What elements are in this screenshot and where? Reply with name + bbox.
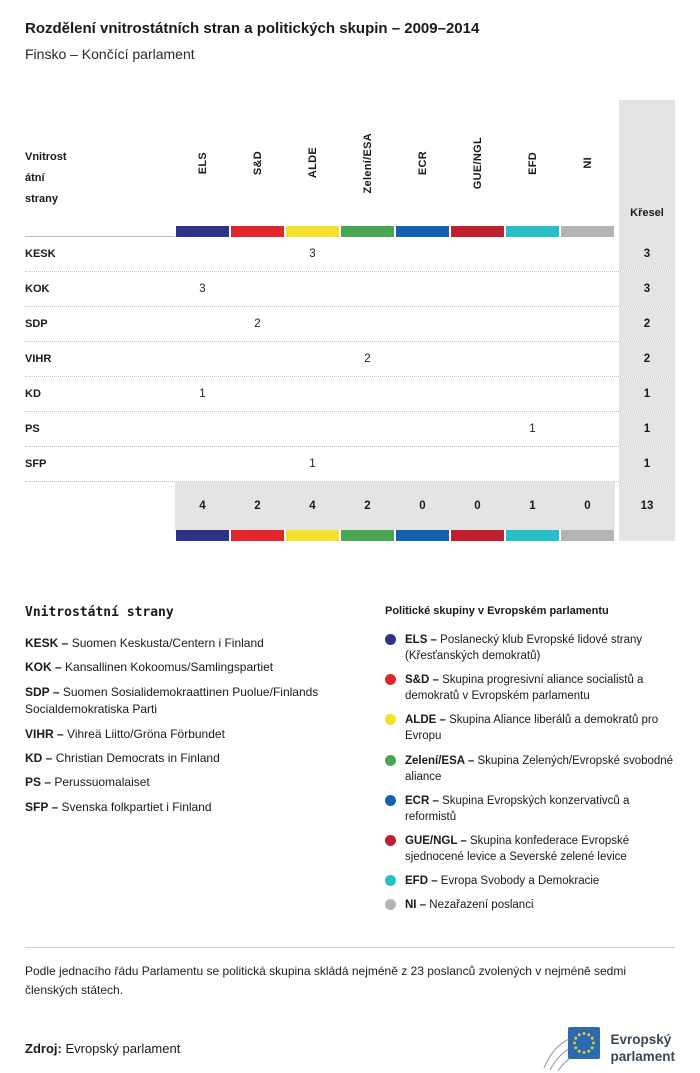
cell-value: [340, 377, 395, 411]
color-bar-zeleni-esa: [341, 530, 394, 541]
legend-party-item: PS – Perussuomalaiset: [25, 775, 150, 790]
column-header-gue-ngl: [450, 100, 505, 226]
party-label: VIHR: [25, 353, 52, 365]
color-bar-ni: [561, 530, 614, 541]
color-bar-sd: [231, 226, 284, 237]
cell-value: [505, 307, 560, 341]
party-label: PS: [25, 423, 40, 435]
source-row: [25, 1026, 675, 1072]
legend: [25, 605, 675, 921]
cell-value: 2: [254, 318, 261, 330]
page-subtitle: Finsko – Končící parlament: [25, 46, 195, 62]
legend-party-item: SDP – Suomen Sosialidemokraattinen Puolue/Finlands Socialdemokratiska Parti: [25, 684, 319, 717]
total-value: 0: [395, 482, 450, 530]
total-value: 4: [175, 482, 230, 530]
column-header-efd: [505, 100, 560, 226]
legend-group-item: Zelení/ESA – Skupina Zelených/Evropské svobodné aliance: [385, 753, 675, 785]
cell-value: [395, 377, 450, 411]
seats-value: 3: [619, 237, 675, 271]
legend-national-parties: [25, 605, 385, 823]
cell-value: [395, 272, 450, 306]
group-color-dot-els: [385, 634, 396, 645]
table-header-row: [25, 100, 675, 226]
legend-party-item: KESK – Suomen Keskusta/Centern i Finland: [25, 636, 264, 650]
seats-table: [25, 100, 675, 541]
legend-group-item: ELS – Poslanecký klub Evropské lidové strany (Křesťanských demokratů): [385, 632, 675, 664]
cell-value: [560, 272, 615, 306]
cell-value: [450, 447, 505, 481]
cell-value: [230, 342, 285, 376]
legend-parties-header: Vnitrostátní strany: [25, 605, 174, 620]
left-header-line-2: átní: [25, 172, 45, 184]
cell-value: [340, 412, 395, 446]
cell-value: [285, 377, 340, 411]
color-bar-sd: [231, 530, 284, 541]
color-bar-gue-ngl: [451, 226, 504, 237]
color-bar-els: [176, 226, 229, 237]
color-bar-alde: [286, 226, 339, 237]
cell-value: [340, 272, 395, 306]
total-value: 0: [560, 482, 615, 530]
color-bar-efd: [506, 226, 559, 237]
page-title: Rozdělení vnitrostátních stran a politických skupin – 2009–2014: [25, 20, 480, 37]
cell-value: [175, 412, 230, 446]
group-color-dot-gue-ngl: [385, 835, 396, 846]
group-color-dot-zeleni-esa: [385, 755, 396, 766]
column-header-ni: [560, 100, 615, 226]
cell-value: [450, 377, 505, 411]
color-bar-efd: [506, 530, 559, 541]
cell-value: [560, 307, 615, 341]
group-color-dot-sd: [385, 674, 396, 685]
cell-value: [560, 237, 615, 271]
cell-value: [340, 237, 395, 271]
seats-header-label: Křesel: [630, 207, 664, 219]
legend-party-item: KD – Christian Democrats in Finland: [25, 750, 220, 765]
source: [25, 1041, 180, 1056]
table-row-ps: [25, 412, 675, 447]
table-row-sdp: [25, 307, 675, 342]
legend-group-item: GUE/NGL – Skupina konfederace Evropské sjednocené levice a Severské zelené levice: [385, 833, 675, 865]
cell-value: [505, 272, 560, 306]
group-color-dot-ni: [385, 899, 396, 910]
cell-value: [285, 342, 340, 376]
table-left-header: [25, 100, 175, 226]
legend-political-groups: [385, 605, 675, 921]
cell-value: [505, 447, 560, 481]
column-header-label: EFD: [526, 151, 539, 175]
cell-value: [395, 307, 450, 341]
cell-value: [230, 447, 285, 481]
left-header-line-1: Vnitrost: [25, 151, 67, 163]
cell-value: [560, 412, 615, 446]
cell-value: 1: [199, 388, 206, 400]
european-parliament-logo: [542, 1026, 675, 1072]
cell-value: [395, 447, 450, 481]
cell-value: [230, 377, 285, 411]
cell-value: [450, 412, 505, 446]
source-label: Zdroj:: [25, 1041, 62, 1056]
column-header-label: ELS: [196, 151, 209, 175]
cell-value: [560, 342, 615, 376]
parliament-hemicycle-icon: [542, 1026, 600, 1072]
cell-value: [175, 342, 230, 376]
divider: [25, 947, 675, 948]
column-header-seats: [619, 100, 675, 226]
seats-value: 2: [619, 342, 675, 376]
color-bar-gue-ngl: [451, 530, 504, 541]
cell-value: [230, 272, 285, 306]
group-color-bars-top: [25, 226, 675, 237]
cell-value: 1: [309, 458, 316, 470]
cell-value: [450, 272, 505, 306]
color-bar-ni: [561, 226, 614, 237]
legend-party-item: SFP – Svenska folkpartiet i Finland: [25, 799, 212, 814]
cell-value: [230, 237, 285, 271]
cell-value: 2: [364, 353, 371, 365]
left-header-underline: [25, 226, 175, 237]
cell-value: [450, 237, 505, 271]
seats-value: 1: [619, 377, 675, 411]
cell-value: [505, 377, 560, 411]
cell-value: [505, 237, 560, 271]
column-header-label: S&D: [251, 150, 264, 176]
cell-value: [285, 412, 340, 446]
column-header-sd: [230, 100, 285, 226]
column-header-label: GUE/NGL: [471, 136, 484, 190]
table-row-kd: [25, 377, 675, 412]
total-value: 1: [505, 482, 560, 530]
cell-value: [340, 307, 395, 341]
party-label: SDP: [25, 318, 48, 330]
total-value: 4: [285, 482, 340, 530]
total-value: 0: [450, 482, 505, 530]
total-seats-value: 13: [619, 482, 675, 530]
column-header-label: ECR: [416, 150, 429, 176]
color-bar-alde: [286, 530, 339, 541]
cell-value: [340, 447, 395, 481]
column-header-alde: [285, 100, 340, 226]
column-header-zeleni-esa: [340, 100, 395, 226]
cell-value: 1: [529, 423, 536, 435]
group-color-dot-efd: [385, 875, 396, 886]
cell-value: [505, 342, 560, 376]
seats-value: 1: [619, 412, 675, 446]
table-row-sfp: [25, 447, 675, 482]
cell-value: [175, 447, 230, 481]
column-header-label: Zelení/ESA: [361, 132, 374, 194]
total-value: 2: [230, 482, 285, 530]
column-header-label: NI: [581, 157, 594, 169]
seats-value: 1: [619, 447, 675, 481]
table-row-vihr: [25, 342, 675, 377]
legend-party-item: KOK – Kansallinen Kokoomus/Samlingspartiet: [25, 660, 274, 675]
column-header-els: [175, 100, 230, 226]
party-label: KESK: [25, 248, 56, 260]
left-header-line-3: strany: [25, 193, 59, 205]
group-color-dot-ecr: [385, 795, 396, 806]
table-row-kesk: [25, 237, 675, 272]
seats-value: 2: [619, 307, 675, 341]
party-label: KD: [25, 388, 41, 400]
cell-value: [450, 307, 505, 341]
cell-value: [230, 412, 285, 446]
cell-value: [395, 237, 450, 271]
seats-value: 3: [619, 272, 675, 306]
legend-groups-header: Politické skupiny v Evropském parlamentu: [385, 605, 609, 617]
cell-value: [395, 342, 450, 376]
cell-value: [395, 412, 450, 446]
column-header-ecr: [395, 100, 450, 226]
cell-value: [560, 447, 615, 481]
party-label: KOK: [25, 283, 50, 295]
legend-party-item: VIHR – Vihreä Liitto/Gröna Förbundet: [25, 726, 225, 741]
cell-value: [175, 237, 230, 271]
source-value: Evropský parlament: [65, 1041, 181, 1056]
cell-value: [285, 307, 340, 341]
group-color-dot-alde: [385, 714, 396, 725]
legend-group-item: NI – Nezařazení poslanci: [385, 897, 675, 913]
totals-row: [25, 482, 675, 530]
cell-value: 3: [199, 283, 206, 295]
cell-value: 3: [309, 248, 316, 260]
cell-value: [560, 377, 615, 411]
footnote: Podle jednacího řádu Parlamentu se politická skupina skládá nejméně z 23 poslanců zvolených v nejméně sedmi členských státech.: [25, 964, 627, 997]
table-row-kok: [25, 272, 675, 307]
color-bar-els: [176, 530, 229, 541]
legend-group-item: ECR – Skupina Evropských konzervativců a reformistů: [385, 793, 675, 825]
column-header-label: ALDE: [306, 147, 319, 179]
legend-group-item: S&D – Skupina progresivní aliance socialistů a demokratů v Evropském parlamentu: [385, 672, 675, 704]
color-bar-zeleni-esa: [341, 226, 394, 237]
group-color-bars-bottom: [25, 530, 675, 541]
logo-wordmark: Evropský parlament: [610, 1031, 675, 1064]
color-bar-ecr: [396, 530, 449, 541]
party-label: SFP: [25, 458, 47, 470]
legend-group-item: EFD – Evropa Svobody a Demokracie: [385, 873, 675, 889]
cell-value: [285, 272, 340, 306]
cell-value: [450, 342, 505, 376]
legend-group-item: ALDE – Skupina Aliance liberálů a demokratů pro Evropu: [385, 712, 675, 744]
total-value: 2: [340, 482, 395, 530]
cell-value: [175, 307, 230, 341]
color-bar-ecr: [396, 226, 449, 237]
